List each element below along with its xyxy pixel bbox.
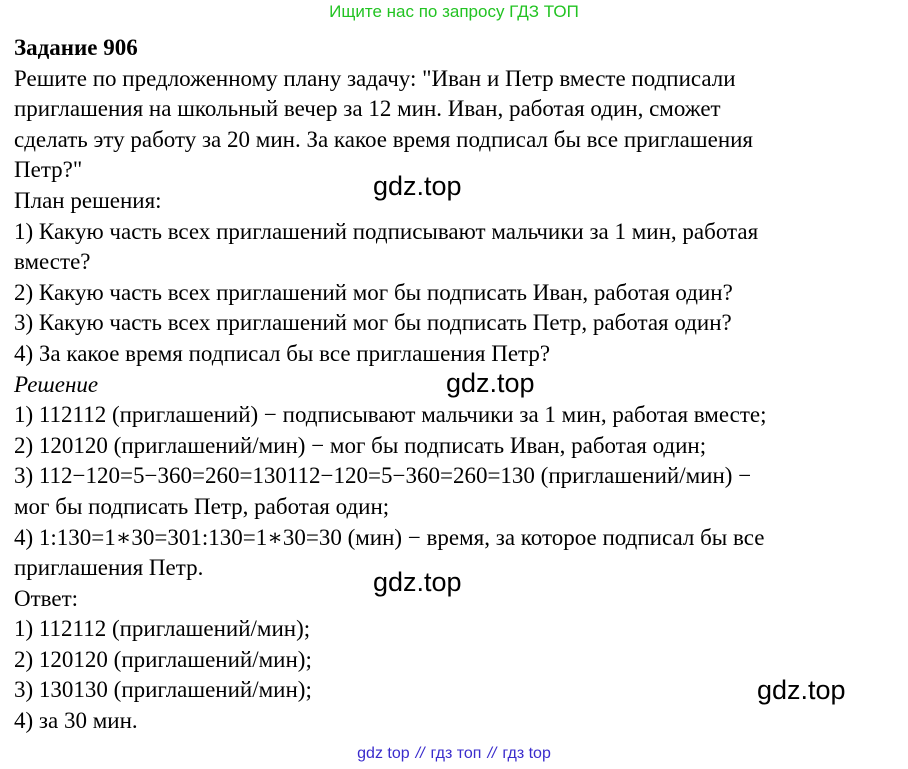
top-banner: Ищите нас по запросу ГДЗ ТОП <box>329 2 579 21</box>
solution-line: 1) 112112 (приглашений) − подписывают мальчики за 1 мин, работая вместе; <box>14 402 767 428</box>
answer-line: 4) за 30 мин. <box>14 708 138 734</box>
plan-line: 2) Какую часть всех приглашений мог бы подписать Иван, работая один? <box>14 279 733 305</box>
footer-links <box>0 744 908 764</box>
watermark: gdz.top <box>446 368 535 398</box>
footer-link[interactable]: гдз top <box>502 745 551 762</box>
watermark: gdz.top <box>373 171 462 201</box>
problem-line: Петр?" <box>14 157 83 183</box>
answer-line: 1) 112112 (приглашений/мин); <box>14 616 311 642</box>
task-title: Задание 906 <box>14 35 138 60</box>
plan-line: 3) Какую часть всех приглашений мог бы подписать Петр, работая один? <box>14 310 732 336</box>
footer-link[interactable]: гдз топ <box>430 745 482 762</box>
solution-line: мог бы подписать Петр, работая один; <box>14 493 390 519</box>
answer-line: 2) 120120 (приглашений/мин); <box>14 646 312 672</box>
problem-line: Решите по предложенному плану задачу: "Иван и Петр вместе подписали <box>14 65 736 91</box>
answer-line: 3) 130130 (приглашений/мин); <box>14 677 312 703</box>
plan-line: 4) За какое время подписал бы все приглашения Петр? <box>14 340 551 366</box>
plan-line: 1) Какую часть всех приглашений подписывают мальчики за 1 мин, работая <box>14 218 759 244</box>
answer-heading: Ответ: <box>14 585 79 611</box>
problem-line: приглашения на школьный вечер за 12 мин. Иван, работая один, сможет <box>14 96 721 122</box>
solution-line: приглашения Петр. <box>14 555 204 581</box>
footer-separator: // <box>487 745 497 762</box>
solution-line: 2) 120120 (приглашений/мин) − мог бы подписать Иван, работая один; <box>14 432 707 458</box>
footer-separator: // <box>415 745 425 762</box>
solution-line: 4) 1:130=1∗30=301:130=1∗30=30 (мин) − время, за которое подписал бы все <box>14 524 765 550</box>
footer-link[interactable]: gdz top <box>357 745 410 762</box>
solution-line: 3) 112−120=5−360=260=130112−120=5−360=260=130 (приглашений/мин) − <box>14 463 752 489</box>
solution-heading: Решение <box>14 371 99 397</box>
problem-line: сделать эту работу за 20 мин. За какое время подписал бы все приглашения <box>14 126 754 152</box>
plan-heading: План решения: <box>14 187 162 213</box>
watermark: gdz.top <box>757 675 846 705</box>
watermark: gdz.top <box>373 567 462 597</box>
plan-line: вместе? <box>14 249 91 275</box>
